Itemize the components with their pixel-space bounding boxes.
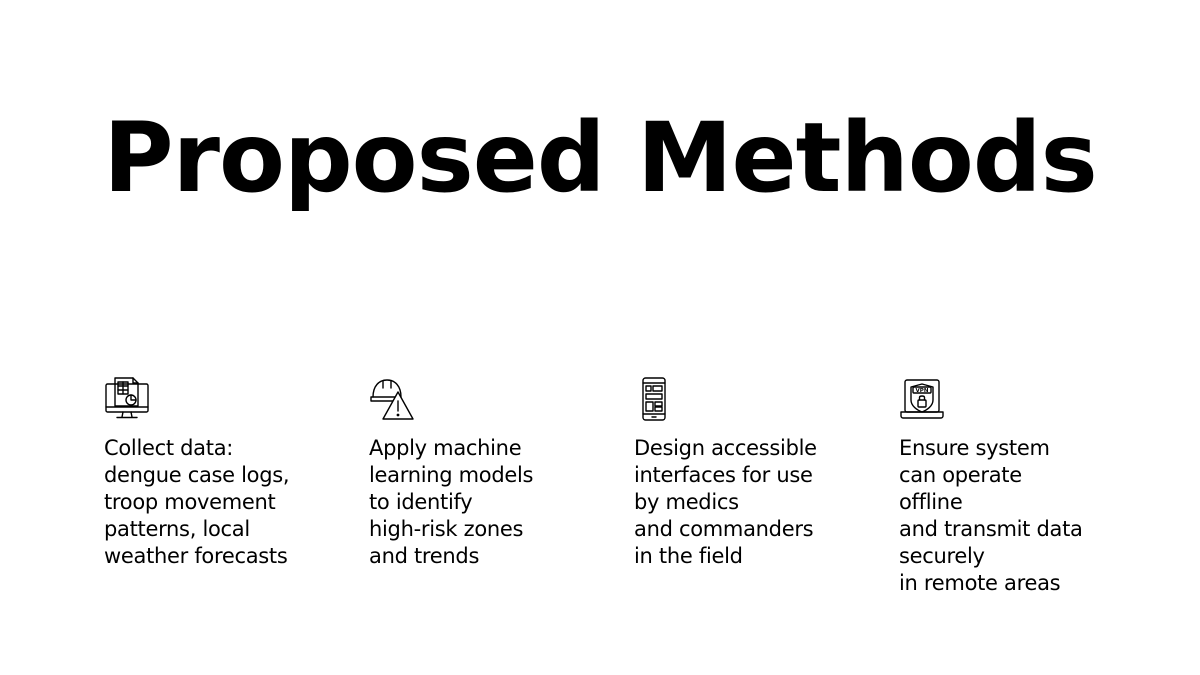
- methods-list: [104, 376, 1164, 616]
- hardhat-warning-icon: [369, 376, 415, 422]
- method-text: Collect data: dengue case logs, troop movement patterns, local weather forecasts: [104, 436, 290, 568]
- method-item-offline-secure: [899, 376, 1149, 597]
- svg-text:VPN: VPN: [915, 388, 929, 394]
- method-text: Design accessible interfaces for use by medics and commanders in the field: [634, 436, 817, 568]
- page-title: Proposed Methods: [103, 102, 1097, 214]
- mobile-interface-icon: [634, 376, 680, 422]
- method-item-machine-learning: [369, 376, 619, 570]
- method-text: Ensure system can operate offline and transmit data securely in remote areas: [899, 436, 1083, 595]
- method-item-accessible-interfaces: [634, 376, 884, 570]
- vpn-laptop-lock-icon: [899, 376, 945, 422]
- monitor-report-icon: [104, 376, 150, 422]
- method-text: Apply machine learning models to identify high-risk zones and trends: [369, 436, 534, 568]
- method-item-collect-data: [104, 376, 354, 570]
